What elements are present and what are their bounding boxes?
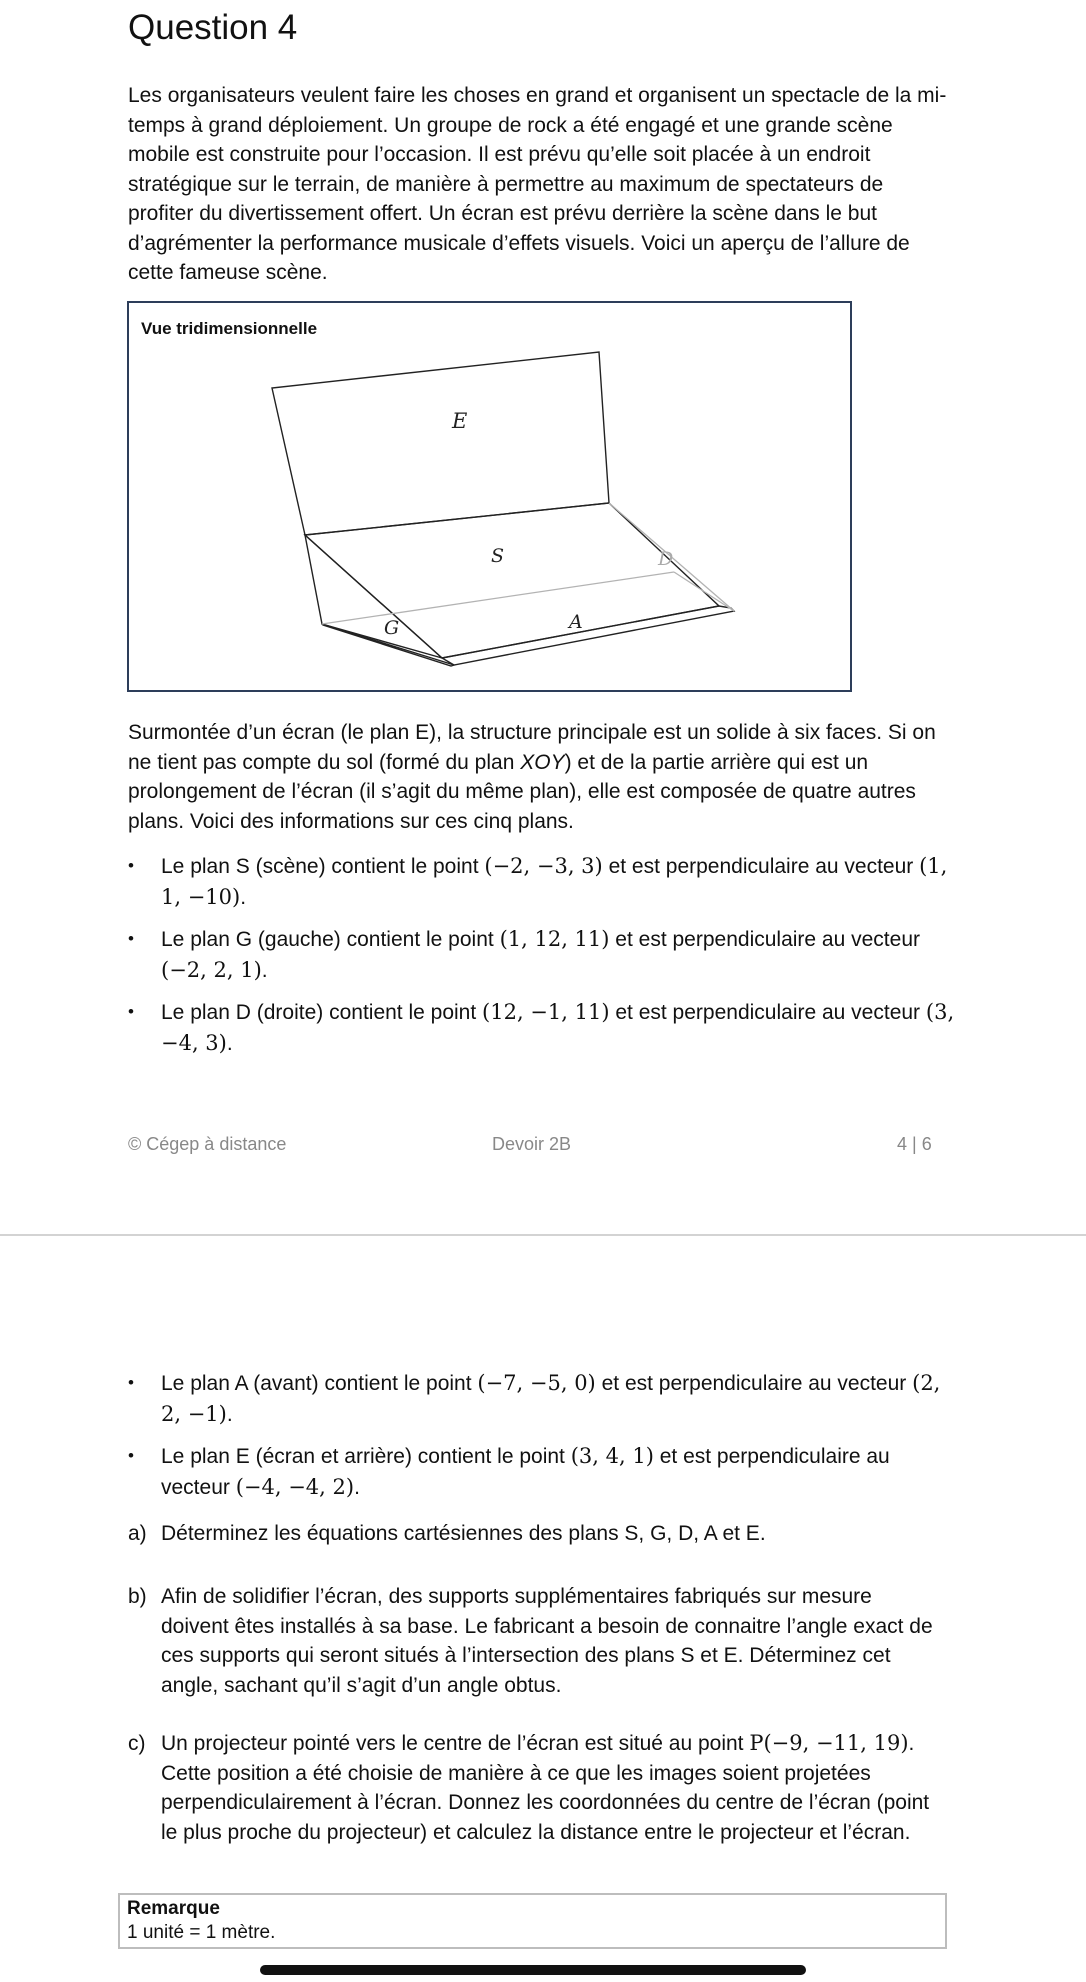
hidden-edge-back <box>674 572 734 611</box>
label-g: G <box>384 617 400 639</box>
question-c-text: Un projecteur pointé vers le centre de l’écran est situé au point P(−9, −11, 19). Cette position a été choisie de manière à ce que les images soient projetées perpendiculairement à l’écran. Donnez les coordonnées du centre de l’écran (point le plus proche du projecteur) et calculez la distance entre le projecteur et l’écran. <box>161 1731 930 1844</box>
question-c <box>128 1729 948 1879</box>
label-s: S <box>491 545 505 567</box>
plane-item-g: • Le plan G (gauche) contient le point (1, 12, 11) et est perpendiculaire au vecteur (−2, 2, 1). <box>128 924 961 986</box>
question-b-label: b) <box>128 1585 147 1608</box>
footer-page-number: 4 | 6 <box>897 1134 932 1154</box>
remark-box <box>118 1893 947 1949</box>
screen-plane-e <box>272 352 609 535</box>
stage-top-s <box>305 503 719 658</box>
projector-point: P(−9, −11, 19) <box>749 1731 909 1755</box>
label-a: A <box>569 611 583 633</box>
intro-paragraph: Les organisateurs veulent faire les choses en grand et organisent un spectacle de la mi-temps à grand déploiement. Un groupe de rock a été engagé et une grande scène mobile est construite pour l’occasion. Il est prévu qu’elle soit placée à un endroit stratégique sur le terrain, de manière à permettre au maximum de spectateurs de profiter du divertissement offert. Un écran est prévu derrière la scène dans le but d’agrémenter la performance musicale d’effets visuels. Voici un aperçu de l’allure de cette fameuse scène. <box>128 84 947 284</box>
description-paragraph <box>128 718 948 836</box>
description-part-1: Surmontée d’un écran (le plan E), la structure principale est un solide à six faces. Si on ne tient pas compte du sol (formé du plan <box>128 721 936 774</box>
plane-item-s: • Le plan S (scène) contient le point (−2, −3, 3) et est perpendiculaire au vecteur (1, 1, −10). <box>128 851 961 913</box>
xoy-plane: XOY <box>520 750 565 774</box>
plane-list-page1 <box>128 851 961 1070</box>
question-a-text: Déterminez les équations cartésiennes des plans S, G, D, A et E. <box>161 1522 766 1545</box>
footer-center: Devoir 2B <box>492 1134 572 1154</box>
question-title: Question 4 <box>128 8 298 47</box>
page-separator <box>0 1234 1086 1236</box>
plane-list-page2 <box>128 1368 961 1514</box>
remark-title: Remarque <box>127 1898 220 1919</box>
figure-title: Vue tridimensionnelle <box>141 319 318 338</box>
description-part-2: ) et de la partie arrière qui est un prolongement de l’écran (il s’agit du même plan), elle est composée de quatre autres plans. Voici des informations sur ces cinq plans. <box>128 750 916 833</box>
label-e: E <box>452 409 468 433</box>
plane-item-d: • Le plan D (droite) contient le point (12, −1, 11) et est perpendiculaire au vecteur (3, −4, 3). <box>128 997 961 1059</box>
home-indicator[interactable] <box>260 1965 806 1975</box>
remark-text: 1 unité = 1 mètre. <box>127 1922 276 1943</box>
question-b-text: Afin de solidifier l’écran, des supports supplémentaires fabriqués sur mesure doivent êtes installés à sa base. Le fabricant a besoin de connaitre l’angle exact de ces supports qui seront situés à l’intersection des plans S et E. Déterminez cet angle, sachant qu’il s’agit d’un angle obtus. <box>161 1585 933 1697</box>
label-d: D <box>658 548 674 570</box>
question-a <box>128 1519 948 1549</box>
question-b <box>128 1582 948 1702</box>
plane-item-e: • Le plan E (écran et arrière) contient le point (3, 4, 1) et est perpendiculaire au vecteur (−4, −4, 2). <box>128 1441 961 1503</box>
stage-figure <box>127 301 852 692</box>
front-edge-a <box>442 606 734 665</box>
footer-left: © Cégep à distance <box>128 1134 287 1154</box>
question-a-label: a) <box>128 1522 147 1545</box>
stage-diagram <box>129 303 850 690</box>
plane-item-a: • Le plan A (avant) contient le point (−7, −5, 0) et est perpendiculaire au vecteur (2, 2, −1). <box>128 1368 961 1430</box>
question-c-label: c) <box>128 1732 146 1755</box>
